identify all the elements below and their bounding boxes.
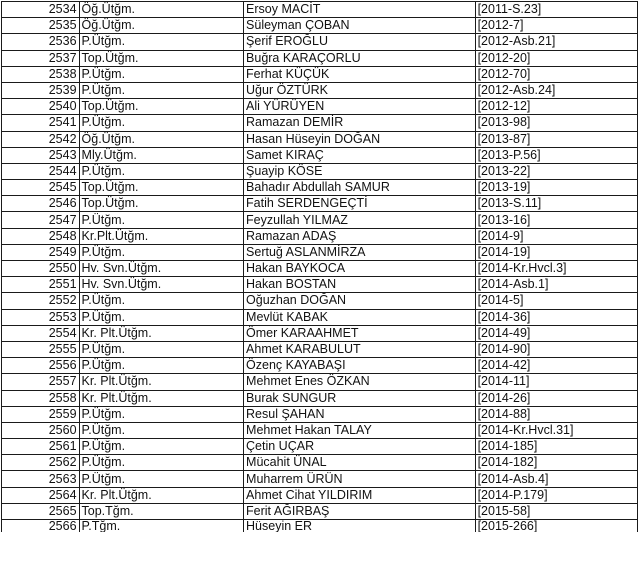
row-number-cell: 2565 bbox=[2, 503, 80, 519]
row-number-cell: 2550 bbox=[2, 261, 80, 277]
rank-cell: P.Ütğm. bbox=[79, 341, 244, 357]
full-name-cell: Burak SUNGUR bbox=[244, 390, 476, 406]
row-number-cell: 2564 bbox=[2, 487, 80, 503]
table-row bbox=[2, 180, 638, 196]
class-code-cell: [2014-Kr.Hvcl.3] bbox=[475, 261, 637, 277]
class-code-cell: [2014-9] bbox=[475, 228, 637, 244]
class-code-cell: [2014-36] bbox=[475, 309, 637, 325]
full-name-cell: Bahadır Abdullah SAMUR bbox=[244, 180, 476, 196]
class-code-cell: [2014-49] bbox=[475, 325, 637, 341]
rank-cell: P.Ütğm. bbox=[79, 293, 244, 309]
class-code-cell: [2014-Kr.Hvcl.31] bbox=[475, 422, 637, 438]
full-name-cell: Hüseyin ER bbox=[244, 520, 476, 533]
full-name-cell: Resul ŞAHAN bbox=[244, 406, 476, 422]
row-number-cell: 2537 bbox=[2, 50, 80, 66]
table-row bbox=[2, 228, 638, 244]
rank-cell: Top.Ütğm. bbox=[79, 196, 244, 212]
class-code-cell: [2013-22] bbox=[475, 163, 637, 179]
full-name-cell: Buğra KARAÇORLU bbox=[244, 50, 476, 66]
table-row bbox=[2, 358, 638, 374]
table-row bbox=[2, 277, 638, 293]
table-row bbox=[2, 341, 638, 357]
rank-cell: P.Ütğm. bbox=[79, 66, 244, 82]
full-name-cell: Uğur ÖZTÜRK bbox=[244, 82, 476, 98]
full-name-cell: Ferhat KÜÇÜK bbox=[244, 66, 476, 82]
full-name-cell: Feyzullah YILMAZ bbox=[244, 212, 476, 228]
full-name-cell: Çetin UÇAR bbox=[244, 439, 476, 455]
rank-cell: Mly.Ütğm. bbox=[79, 147, 244, 163]
full-name-cell: Hasan Hüseyin DOĞAN bbox=[244, 131, 476, 147]
full-name-cell: Oğuzhan DOĞAN bbox=[244, 293, 476, 309]
table-row bbox=[2, 115, 638, 131]
full-name-cell: Ramazan DEMİR bbox=[244, 115, 476, 131]
row-number-cell: 2541 bbox=[2, 115, 80, 131]
class-code-cell: [2013-P.56] bbox=[475, 147, 637, 163]
table-row bbox=[2, 196, 638, 212]
rank-cell: P.Tğm. bbox=[79, 520, 244, 533]
table-row bbox=[2, 66, 638, 82]
table-row bbox=[2, 455, 638, 471]
row-number-cell: 2534 bbox=[2, 2, 80, 18]
table-row bbox=[2, 293, 638, 309]
rank-cell: P.Ütğm. bbox=[79, 212, 244, 228]
row-number-cell: 2552 bbox=[2, 293, 80, 309]
class-code-cell: [2014-88] bbox=[475, 406, 637, 422]
row-number-cell: 2551 bbox=[2, 277, 80, 293]
class-code-cell: [2013-16] bbox=[475, 212, 637, 228]
roster-table bbox=[1, 1, 638, 532]
class-code-cell: [2014-19] bbox=[475, 244, 637, 260]
rank-cell: P.Ütğm. bbox=[79, 34, 244, 50]
rank-cell: Kr.Plt.Ütğm. bbox=[79, 228, 244, 244]
row-number-cell: 2554 bbox=[2, 325, 80, 341]
row-number-cell: 2555 bbox=[2, 341, 80, 357]
rank-cell: Kr. Plt.Ütğm. bbox=[79, 374, 244, 390]
full-name-cell: Özenç KAYABAŞI bbox=[244, 358, 476, 374]
rank-cell: P.Ütğm. bbox=[79, 163, 244, 179]
table-row bbox=[2, 520, 638, 533]
rank-cell: P.Ütğm. bbox=[79, 309, 244, 325]
class-code-cell: [2012-20] bbox=[475, 50, 637, 66]
rank-cell: Kr. Plt.Ütğm. bbox=[79, 487, 244, 503]
class-code-cell: [2015-266] bbox=[475, 520, 637, 533]
row-number-cell: 2538 bbox=[2, 66, 80, 82]
rank-cell: P.Ütğm. bbox=[79, 244, 244, 260]
class-code-cell: [2012-7] bbox=[475, 18, 637, 34]
class-code-cell: [2013-S.11] bbox=[475, 196, 637, 212]
row-number-cell: 2561 bbox=[2, 439, 80, 455]
table-row bbox=[2, 34, 638, 50]
table-row bbox=[2, 18, 638, 34]
rank-cell: Hv. Svn.Ütğm. bbox=[79, 277, 244, 293]
roster-document bbox=[1, 1, 638, 532]
table-row bbox=[2, 325, 638, 341]
full-name-cell: Hakan BAYKOCA bbox=[244, 261, 476, 277]
full-name-cell: Mücahit ÜNAL bbox=[244, 455, 476, 471]
table-row bbox=[2, 82, 638, 98]
table-row bbox=[2, 261, 638, 277]
full-name-cell: Ahmet KARABULUT bbox=[244, 341, 476, 357]
row-number-cell: 2559 bbox=[2, 406, 80, 422]
table-row bbox=[2, 163, 638, 179]
class-code-cell: [2014-P.179] bbox=[475, 487, 637, 503]
rank-cell: Kr. Plt.Ütğm. bbox=[79, 325, 244, 341]
table-row bbox=[2, 406, 638, 422]
class-code-cell: [2014-11] bbox=[475, 374, 637, 390]
table-row bbox=[2, 50, 638, 66]
row-number-cell: 2539 bbox=[2, 82, 80, 98]
row-number-cell: 2566 bbox=[2, 520, 80, 533]
table-row bbox=[2, 147, 638, 163]
class-code-cell: [2014-90] bbox=[475, 341, 637, 357]
row-number-cell: 2535 bbox=[2, 18, 80, 34]
rank-cell: Top.Tğm. bbox=[79, 503, 244, 519]
row-number-cell: 2549 bbox=[2, 244, 80, 260]
full-name-cell: Mehmet Hakan TALAY bbox=[244, 422, 476, 438]
full-name-cell: Şuayip KÖSE bbox=[244, 163, 476, 179]
class-code-cell: [2012-12] bbox=[475, 99, 637, 115]
row-number-cell: 2553 bbox=[2, 309, 80, 325]
table-row bbox=[2, 487, 638, 503]
rank-cell: Top.Ütğm. bbox=[79, 99, 244, 115]
table-row bbox=[2, 390, 638, 406]
rank-cell: Top.Ütğm. bbox=[79, 180, 244, 196]
row-number-cell: 2540 bbox=[2, 99, 80, 115]
rank-cell: P.Ütğm. bbox=[79, 115, 244, 131]
full-name-cell: Ersoy MACİT bbox=[244, 2, 476, 18]
row-number-cell: 2545 bbox=[2, 180, 80, 196]
rank-cell: Öğ.Ütğm. bbox=[79, 131, 244, 147]
class-code-cell: [2013-98] bbox=[475, 115, 637, 131]
class-code-cell: [2015-58] bbox=[475, 503, 637, 519]
class-code-cell: [2014-Asb.4] bbox=[475, 471, 637, 487]
table-row bbox=[2, 2, 638, 18]
rank-cell: P.Ütğm. bbox=[79, 422, 244, 438]
table-row bbox=[2, 503, 638, 519]
full-name-cell: Samet KIRAÇ bbox=[244, 147, 476, 163]
table-row bbox=[2, 212, 638, 228]
roster-table-body bbox=[2, 2, 638, 533]
class-code-cell: [2012-Asb.24] bbox=[475, 82, 637, 98]
rank-cell: Top.Ütğm. bbox=[79, 50, 244, 66]
class-code-cell: [2014-5] bbox=[475, 293, 637, 309]
rank-cell: P.Ütğm. bbox=[79, 358, 244, 374]
table-row bbox=[2, 374, 638, 390]
row-number-cell: 2548 bbox=[2, 228, 80, 244]
row-number-cell: 2536 bbox=[2, 34, 80, 50]
full-name-cell: Ferit AĞIRBAŞ bbox=[244, 503, 476, 519]
full-name-cell: Mevlüt KABAK bbox=[244, 309, 476, 325]
full-name-cell: Ali YÜRÜYEN bbox=[244, 99, 476, 115]
row-number-cell: 2563 bbox=[2, 471, 80, 487]
class-code-cell: [2014-26] bbox=[475, 390, 637, 406]
row-number-cell: 2557 bbox=[2, 374, 80, 390]
row-number-cell: 2542 bbox=[2, 131, 80, 147]
class-code-cell: [2014-Asb.1] bbox=[475, 277, 637, 293]
table-row bbox=[2, 99, 638, 115]
row-number-cell: 2558 bbox=[2, 390, 80, 406]
class-code-cell: [2011-S.23] bbox=[475, 2, 637, 18]
rank-cell: Öğ.Ütğm. bbox=[79, 18, 244, 34]
row-number-cell: 2556 bbox=[2, 358, 80, 374]
rank-cell: P.Ütğm. bbox=[79, 82, 244, 98]
full-name-cell: Süleyman ÇOBAN bbox=[244, 18, 476, 34]
class-code-cell: [2013-19] bbox=[475, 180, 637, 196]
rank-cell: P.Ütğm. bbox=[79, 439, 244, 455]
full-name-cell: Muharrem ÜRÜN bbox=[244, 471, 476, 487]
rank-cell: Kr. Plt.Ütğm. bbox=[79, 390, 244, 406]
class-code-cell: [2012-70] bbox=[475, 66, 637, 82]
row-number-cell: 2547 bbox=[2, 212, 80, 228]
class-code-cell: [2012-Asb.21] bbox=[475, 34, 637, 50]
class-code-cell: [2014-42] bbox=[475, 358, 637, 374]
rank-cell: P.Ütğm. bbox=[79, 455, 244, 471]
row-number-cell: 2560 bbox=[2, 422, 80, 438]
full-name-cell: Ramazan ADAŞ bbox=[244, 228, 476, 244]
class-code-cell: [2014-182] bbox=[475, 455, 637, 471]
table-row bbox=[2, 131, 638, 147]
table-row bbox=[2, 422, 638, 438]
row-number-cell: 2546 bbox=[2, 196, 80, 212]
row-number-cell: 2543 bbox=[2, 147, 80, 163]
full-name-cell: Sertuğ ASLANMİRZA bbox=[244, 244, 476, 260]
row-number-cell: 2544 bbox=[2, 163, 80, 179]
class-code-cell: [2014-185] bbox=[475, 439, 637, 455]
table-row bbox=[2, 471, 638, 487]
rank-cell: P.Ütğm. bbox=[79, 471, 244, 487]
rank-cell: Hv. Svn.Ütğm. bbox=[79, 261, 244, 277]
full-name-cell: Şerif EROĞLU bbox=[244, 34, 476, 50]
rank-cell: Öğ.Ütğm. bbox=[79, 2, 244, 18]
class-code-cell: [2013-87] bbox=[475, 131, 637, 147]
row-number-cell: 2562 bbox=[2, 455, 80, 471]
table-row bbox=[2, 439, 638, 455]
rank-cell: P.Ütğm. bbox=[79, 406, 244, 422]
full-name-cell: Mehmet Enes ÖZKAN bbox=[244, 374, 476, 390]
table-row bbox=[2, 244, 638, 260]
full-name-cell: Hakan BOSTAN bbox=[244, 277, 476, 293]
full-name-cell: Fatih SERDENGEÇTİ bbox=[244, 196, 476, 212]
full-name-cell: Ahmet Cihat YILDIRIM bbox=[244, 487, 476, 503]
full-name-cell: Ömer KARAAHMET bbox=[244, 325, 476, 341]
table-row bbox=[2, 309, 638, 325]
